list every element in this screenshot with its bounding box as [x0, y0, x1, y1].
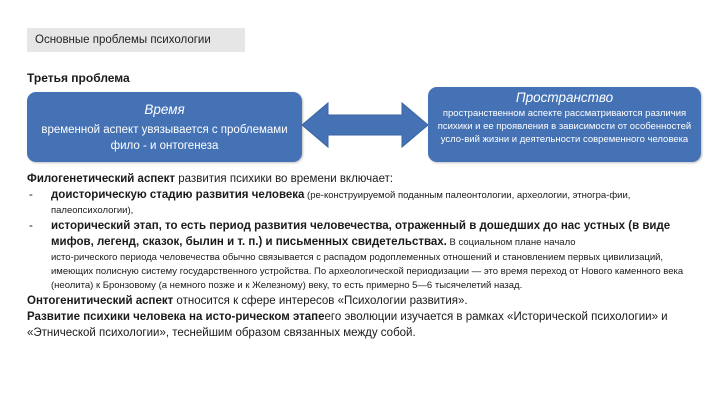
- item1-note-cont: палеопсихологии),: [51, 205, 134, 216]
- onto-text: относится к сфере интересов «Психологии развития».: [173, 295, 468, 307]
- time-box-body: временной аспект увязывается с проблемами фило - и онтогенеза: [41, 124, 288, 152]
- list-dash: -: [29, 189, 33, 201]
- dev-paragraph: [27, 309, 702, 341]
- space-box-body: пространственном аспекте рассматриваются различия психики и ее проявления в зависимости от особенностей усло-вий жизни и деятельности современного человека: [437, 108, 692, 145]
- list-item-historic: [27, 218, 702, 251]
- time-box: [27, 92, 302, 162]
- phylo-heading: Филогенетический аспект: [27, 173, 176, 185]
- item2-note-cont: исто-рического периода человечества обычно связывается с распадом родоплеменных отношений и становлением первых цивилизаций, имеющих полисную систему государственного устройства. По археологической периодизации — это время переход от Нового каменного века (неолита) к Бронзовому (а немного позже и к Железному) веку, то есть примерно 5—6 тысячелетий назад.: [51, 252, 684, 291]
- dev-heading: Развитие психики человека на исто-рическом этапе: [27, 311, 325, 323]
- onto-heading: Онтогенитический аспект: [27, 295, 174, 307]
- list-item-prehistoric: [27, 187, 702, 204]
- time-box-title: Время: [144, 102, 185, 117]
- header-title: Основные проблемы психологии: [35, 34, 211, 46]
- double-arrow-icon: [300, 100, 430, 150]
- item2-note: В социальном плане начало: [446, 237, 576, 248]
- phylo-text: развития психики во времени включает:: [175, 173, 394, 185]
- list-dash: -: [29, 220, 33, 232]
- dev-text: его эволюции изучается в рамках «Исторической психологии» и «Этнической психологии», теснейшим образом связанных между собой.: [27, 311, 668, 339]
- main-text: [27, 171, 702, 341]
- item2-heading: исторический этап, то есть период развития человечества, отраженный в дошедших до нас устных (в виде мифов, легенд, сказок, былин и т. п.) и письменных свидетельствах.: [51, 220, 671, 248]
- phylo-paragraph: [27, 171, 702, 187]
- item1-note: (ре-конструируемой поданным палеонтологии, археологии, этногра-фии,: [304, 190, 631, 201]
- slide-header: [27, 28, 245, 52]
- space-box: [428, 87, 701, 162]
- item1-heading: доисторическую стадию развития человека: [51, 189, 305, 201]
- slide-subtitle: Третья проблема: [27, 71, 130, 85]
- space-box-title: Пространство: [515, 90, 614, 105]
- onto-paragraph: [27, 293, 702, 309]
